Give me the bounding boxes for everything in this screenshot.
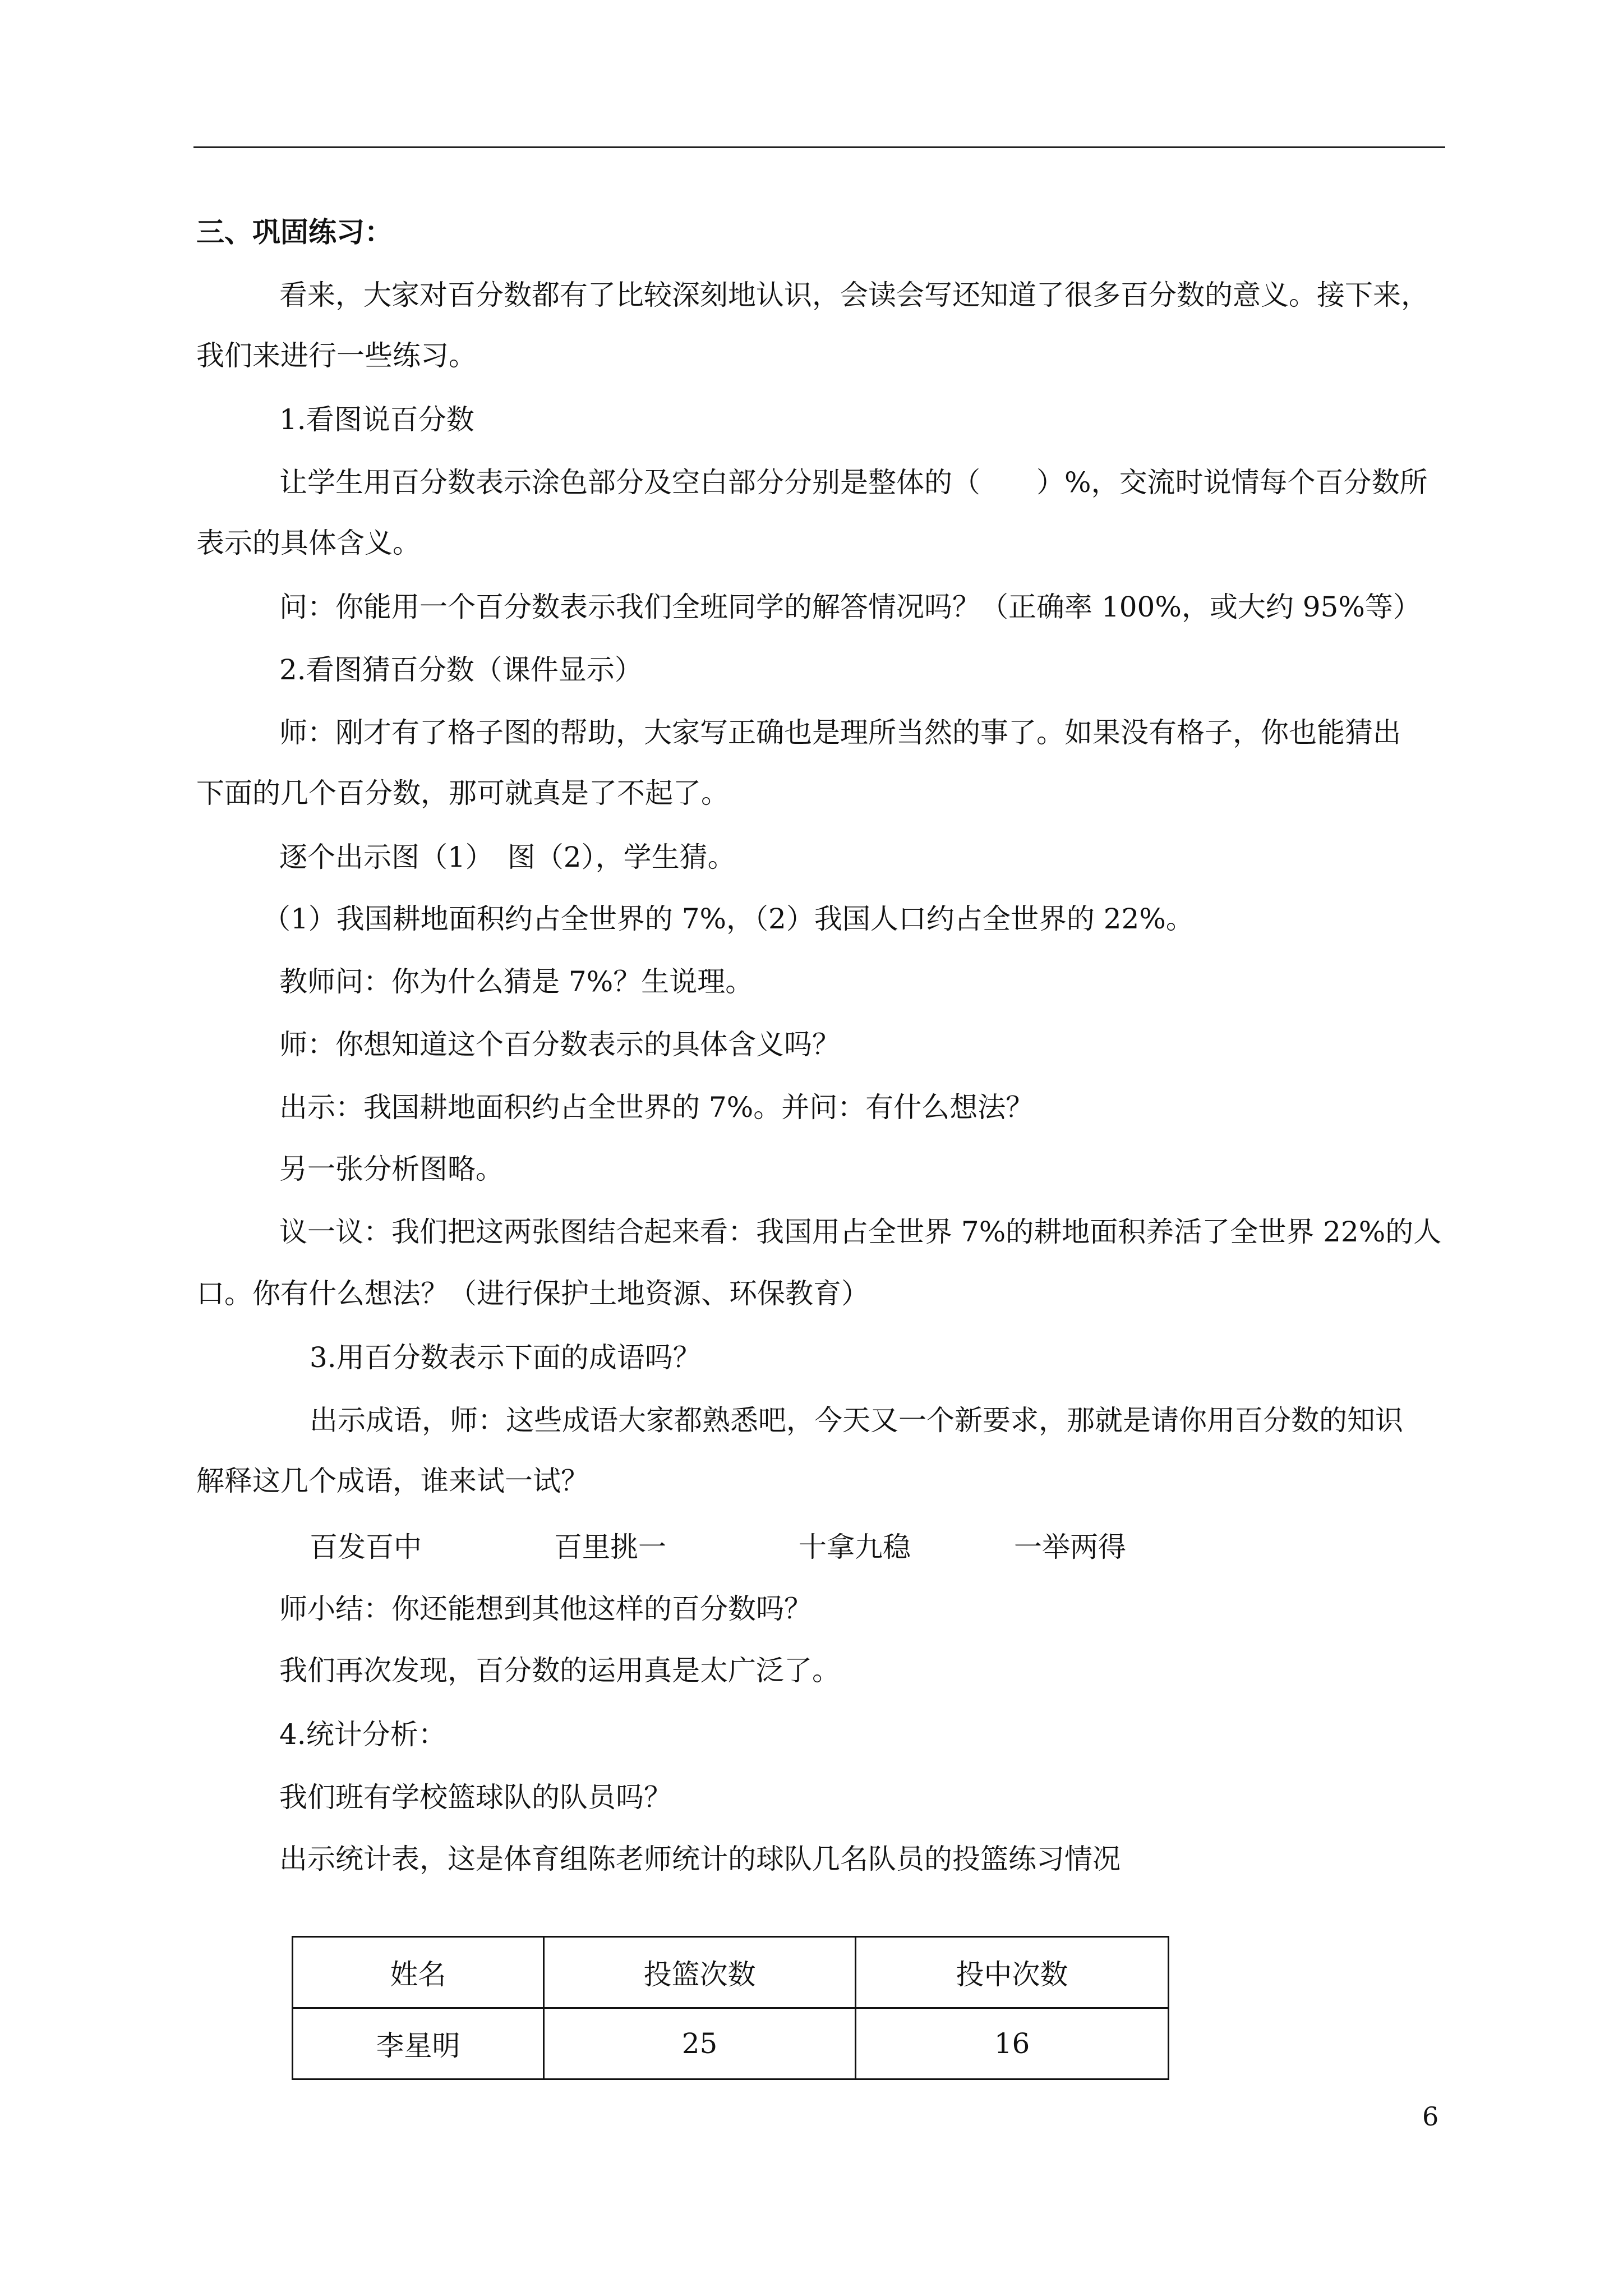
idiom: 十拿九稳: [799, 1531, 911, 1563]
table-row: [293, 2008, 1169, 2079]
paragraph-line: 让学生用百分数表示涂色部分及空白部分分别是整体的（ ）%，交流时说情每个百分数所: [279, 466, 1428, 499]
section-heading: 三、巩固练习：: [196, 215, 393, 249]
table-header-cell: 姓名: [293, 1937, 544, 2008]
paragraph-line: 问：你能用一个百分数表示我们全班同学的解答情况吗？（正确率 100%，或大约 95%等）: [279, 591, 1421, 623]
paragraph-line: 我们来进行一些练习。: [196, 339, 477, 372]
paragraph-line: 口。你有什么想法？（进行保护土地资源、环保教育）: [196, 1277, 869, 1310]
idiom: 一举两得: [1014, 1531, 1126, 1563]
table-cell: 25: [544, 2008, 856, 2079]
idiom: 百里挑一: [554, 1531, 666, 1563]
paragraph-line: 我们再次发现，百分数的运用真是太广泛了。: [279, 1654, 840, 1687]
paragraph-line: 2.看图猜百分数（课件显示）: [279, 654, 643, 686]
table-header-cell: 投中次数: [856, 1937, 1169, 2008]
paragraph-line: 出示统计表，这是体育组陈老师统计的球队几名队员的投篮练习情况: [279, 1843, 1121, 1875]
paragraph-line: 表示的具体含义。: [196, 527, 421, 559]
table-header-row: [293, 1937, 1169, 2008]
shooting-stats-table: [292, 1936, 1169, 2080]
paragraph-line: 下面的几个百分数，那可就真是了不起了。: [196, 777, 729, 809]
idiom: 百发百中: [310, 1531, 422, 1563]
header-rule: [193, 146, 1445, 148]
table-cell: 李星明: [293, 2008, 544, 2079]
table-header-cell: 投篮次数: [544, 1937, 856, 2008]
paragraph-line: 解释这几个成语，谁来试一试？: [196, 1465, 589, 1497]
paragraph-line: 我们班有学校篮球队的队员吗？: [279, 1781, 672, 1814]
paragraph-line: 看来，大家对百分数都有了比较深刻地认识，会读会写还知道了很多百分数的意义。接下来，: [279, 279, 1429, 311]
paragraph-line: 出示成语，师：这些成语大家都熟悉吧，今天又一个新要求，那就是请你用百分数的知识: [310, 1404, 1403, 1437]
table-cell: 16: [856, 2008, 1169, 2079]
paragraph-line: 师：你想知道这个百分数表示的具体含义吗？: [279, 1028, 840, 1061]
paragraph-line: 逐个出示图（1） 图（2），学生猜。: [279, 841, 736, 873]
paragraph-line: （1）我国耕地面积约占全世界的 7%，（2）我国人口约占全世界的 22%。: [262, 903, 1194, 935]
paragraph-line: 师小结：你还能想到其他这样的百分数吗？: [279, 1593, 812, 1625]
paragraph-line: 议一议：我们把这两张图结合起来看：我国用占全世界 7%的耕地面积养活了全世界 22%的人: [279, 1216, 1442, 1248]
paragraph-line: 教师问：你为什么猜是 7%？生说理。: [279, 965, 754, 998]
paragraph-line: 1.看图说百分数: [279, 403, 474, 436]
paragraph-line: 出示：我国耕地面积约占全世界的 7%。并问：有什么想法？: [279, 1091, 1034, 1124]
paragraph-line: 师：刚才有了格子图的帮助，大家写正确也是理所当然的事了。如果没有格子，你也能猜出: [279, 716, 1401, 749]
paragraph-line: 另一张分析图略。: [279, 1153, 504, 1185]
page-number: 6: [1422, 2101, 1439, 2132]
paragraph-line: 4.统计分析：: [279, 1718, 446, 1751]
paragraph-line: 3.用百分数表示下面的成语吗？: [310, 1341, 701, 1374]
